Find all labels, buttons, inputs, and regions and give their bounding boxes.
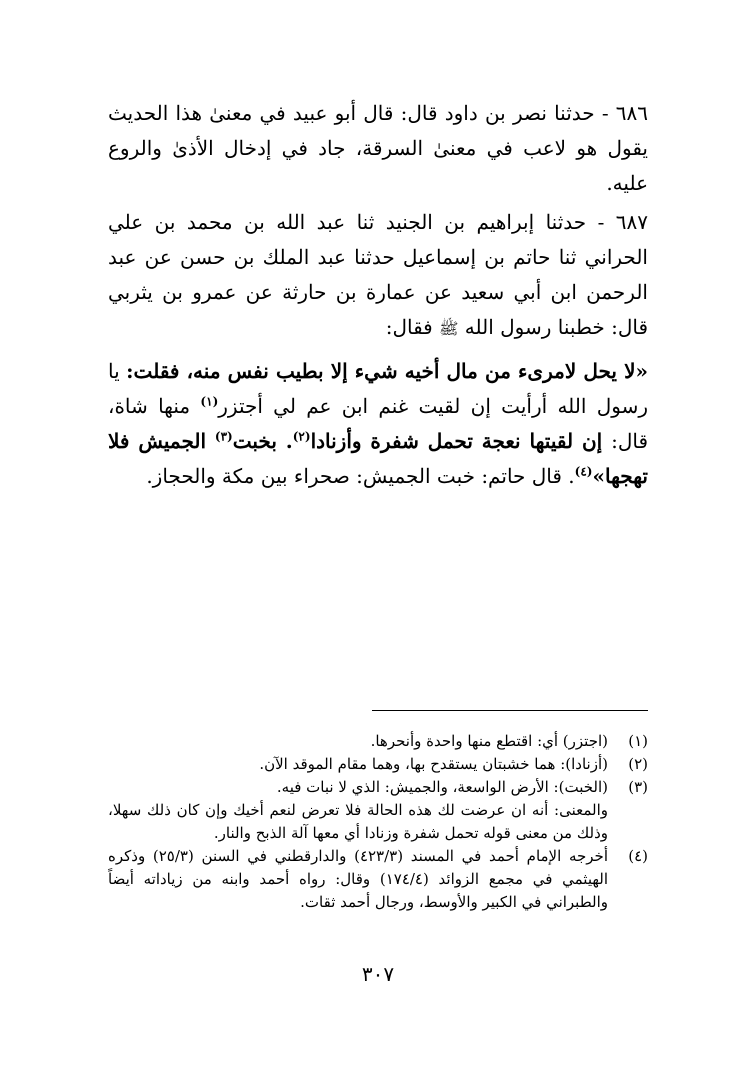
matn-part: منها شاة، قال: <box>108 394 649 453</box>
hadith-number: ٦٨٧ <box>615 210 648 234</box>
hadith-matn <box>108 354 648 494</box>
footnote-ref[interactable]: (٢) <box>292 429 311 444</box>
page-number: ٣٠٧ <box>361 962 395 986</box>
footnote-number: (١) <box>628 732 648 750</box>
footnotes <box>108 730 648 914</box>
footnote-text: (أزنادا): هما خشبتان يستقدح بها، وهما مقام الموقد الآن. <box>259 755 608 773</box>
footnote-number: (٢) <box>628 755 648 773</box>
footnote-ref[interactable]: (٤) <box>574 464 593 479</box>
footnote-ref[interactable]: (٣) <box>214 429 233 444</box>
salutation-glyph: ﷺ <box>439 319 459 338</box>
footnote-text: (الخبت): الأرض الواسعة، والجميش: الذي لا نبات فيه. <box>276 778 608 796</box>
hadith-687 <box>108 205 648 346</box>
footnote-1 <box>108 730 648 753</box>
hadith-686 <box>108 96 648 201</box>
footnote-divider <box>372 710 648 711</box>
matn-part: الجميش فلا تهجها» <box>108 429 648 488</box>
footnote-4 <box>108 845 648 914</box>
footnote-number: (٤) <box>628 847 648 865</box>
hadith-intro: فقال: <box>385 315 440 339</box>
matn-part: إن لقيتها نعجة تحمل شفرة وأزنادا <box>310 429 612 453</box>
footnote-text: (اجتزر) أي: اقتطع منها واحدة وأنحرها. <box>370 732 608 750</box>
footnote-3 <box>108 776 648 799</box>
footnote-text: أخرجه الإمام أحمد في المسند (٤٢٣/٣) والدارقطني في السنن (٢٥/٣) وذكره الهيثمي في مجمع الزوائد (١٧٤/٤) وقال: رواه أحمد وابنه من زياداته أيضاً والطبراني في الكبير والأوسط، ورجال أحمد ثقات. <box>108 847 608 911</box>
hadith-isnad: - حدثنا إبراهيم بن الجنيد ثنا عبد الله بن محمد بن علي الحراني ثنا حاتم بن إسماعيل حدثنا عبد الملك بن حسن عن عبد الرحمن ابن أبي سعيد عن عمارة بن حارثة عن عمرو بن يثربي قال: خطبنا رسول الله <box>108 210 648 339</box>
hadith-number: ٦٨٦ <box>615 101 648 125</box>
footnote-2 <box>108 753 648 776</box>
hatim-note: . قال حاتم: خبت الجميش: صحراء بين مكة والحجاز. <box>146 464 575 488</box>
footnote-ref[interactable]: (١) <box>200 394 219 409</box>
main-text <box>108 96 648 494</box>
matn-part: «لا يحل لامرىء من مال أخيه شيء إلا بطيب نفس منه، فقلت: <box>126 359 648 383</box>
footnote-3-continuation: والمعنى: أنه ان عرضت لك هذه الحالة فلا تعرض لنعم أخيك وإن كان ذلك سهلا، وذلك من معنى قوله تحمل شفرة وزنادا أي معها آلة الذبح والنار. <box>108 801 608 842</box>
hadith-text: - حدثنا نصر بن داود قال: قال أبو عبيد في معنىٰ هذا الحديث يقول هو لاعب في معنىٰ السرقة، جاد في إدخال الأذىٰ والروع عليه. <box>108 101 648 195</box>
matn-part: يا رسول الله أرأيت إن لقيت غنم ابن عم لي أجتزر <box>108 359 649 418</box>
matn-part: . بخبت <box>232 429 293 453</box>
footnote-number: (٣) <box>628 778 648 796</box>
